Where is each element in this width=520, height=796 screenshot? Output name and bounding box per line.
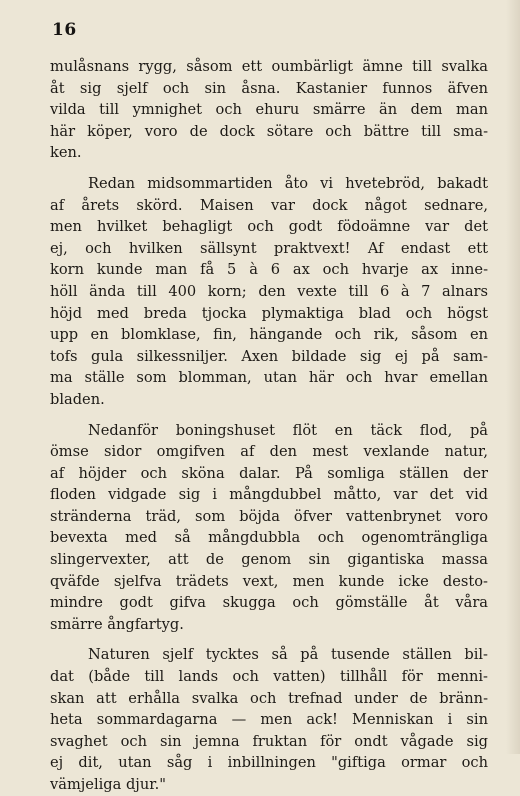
text-line: slingervexter, att de genom sin gigantiska massa (50, 551, 488, 569)
text-line: bladen. (50, 390, 105, 408)
page-edge-shadow (506, 0, 520, 754)
text-line: heta sommardagarna — men ack! Menniskan i sin (50, 711, 488, 729)
text-line: höjd med breda tjocka plymaktiga blad och högst (50, 304, 488, 322)
text-line: af höjder och sköna dalar. På somliga ställen der (50, 464, 488, 482)
text-line: ma ställe som blomman, utan här och hvar emellan (50, 369, 488, 387)
text-line: af årets skörd. Maisen var dock något sednare, (50, 196, 488, 214)
text-line: bevexta med så mångdubbla och ogenomträngliga (50, 529, 488, 547)
text-line: Redan midsommartiden åto vi hvetebröd, bakadt (88, 174, 488, 192)
text-line: Naturen sjelf tycktes så på tusende ställen bil- (88, 646, 488, 664)
text-line: men hvilket behagligt och godt födoämne var det (50, 218, 488, 236)
text-line: höll ända till 400 korn; den vexte till 6 à 7 alnars (50, 282, 488, 300)
text-line: åt sig sjelf och sin åsna. Kastanier funnos äfven (50, 79, 488, 97)
body-text (50, 56, 488, 796)
text-line: ej, och hvilken sällsynt praktvext! Af endast ett (50, 239, 488, 257)
text-line: smärre ångfartyg. (50, 615, 184, 633)
text-line: ömse sidor omgifven af den mest vexlande natur, (50, 443, 488, 461)
text-line: vilda till ymnighet och ehuru smärre än dem man (50, 101, 488, 119)
text-line: Nedanför boningshuset flöt en täck flod, på (88, 421, 488, 439)
text-line: skan att erhålla svalka och trefnad under de bränn- (50, 689, 488, 707)
text-line: ken. (50, 144, 82, 162)
text-line: korn kunde man få 5 à 6 ax och hvarje ax inne- (50, 261, 488, 279)
text-line: qväfde sjelfva trädets vext, men kunde icke desto- (50, 572, 488, 590)
paragraph (50, 644, 488, 795)
paragraph (50, 420, 488, 636)
text-line: tofs gula silkessniljer. Axen bildade sig ej på sam- (50, 347, 488, 365)
paragraph (50, 56, 488, 164)
text-line: upp en blomklase, fin, hängande och rik, såsom en (50, 326, 488, 344)
text-line: dat (både till lands och vatten) tillhåll för menni- (50, 668, 488, 686)
text-line: svaghet och sin jemna fruktan för ondt vågade sig (50, 732, 488, 750)
paragraph (50, 173, 488, 411)
text-line: stränderna träd, som böjda öfver vattenbrynet voro (50, 507, 488, 525)
text-line: mindre godt gifva skugga och gömställe åt våra (50, 594, 488, 612)
text-line: vämjeliga djur." (50, 776, 166, 793)
text-line: ej dit, utan såg i inbillningen "giftiga ormar och (50, 754, 488, 772)
text-line: mulåsnans rygg, såsom ett oumbärligt ämne till svalka (50, 58, 488, 75)
page-number: 16 (52, 20, 77, 40)
text-line: floden vidgade sig i mångdubbel måtto, var det vid (50, 486, 488, 504)
text-line: här köper, voro de dock sötare och bättre till sma- (50, 122, 488, 140)
